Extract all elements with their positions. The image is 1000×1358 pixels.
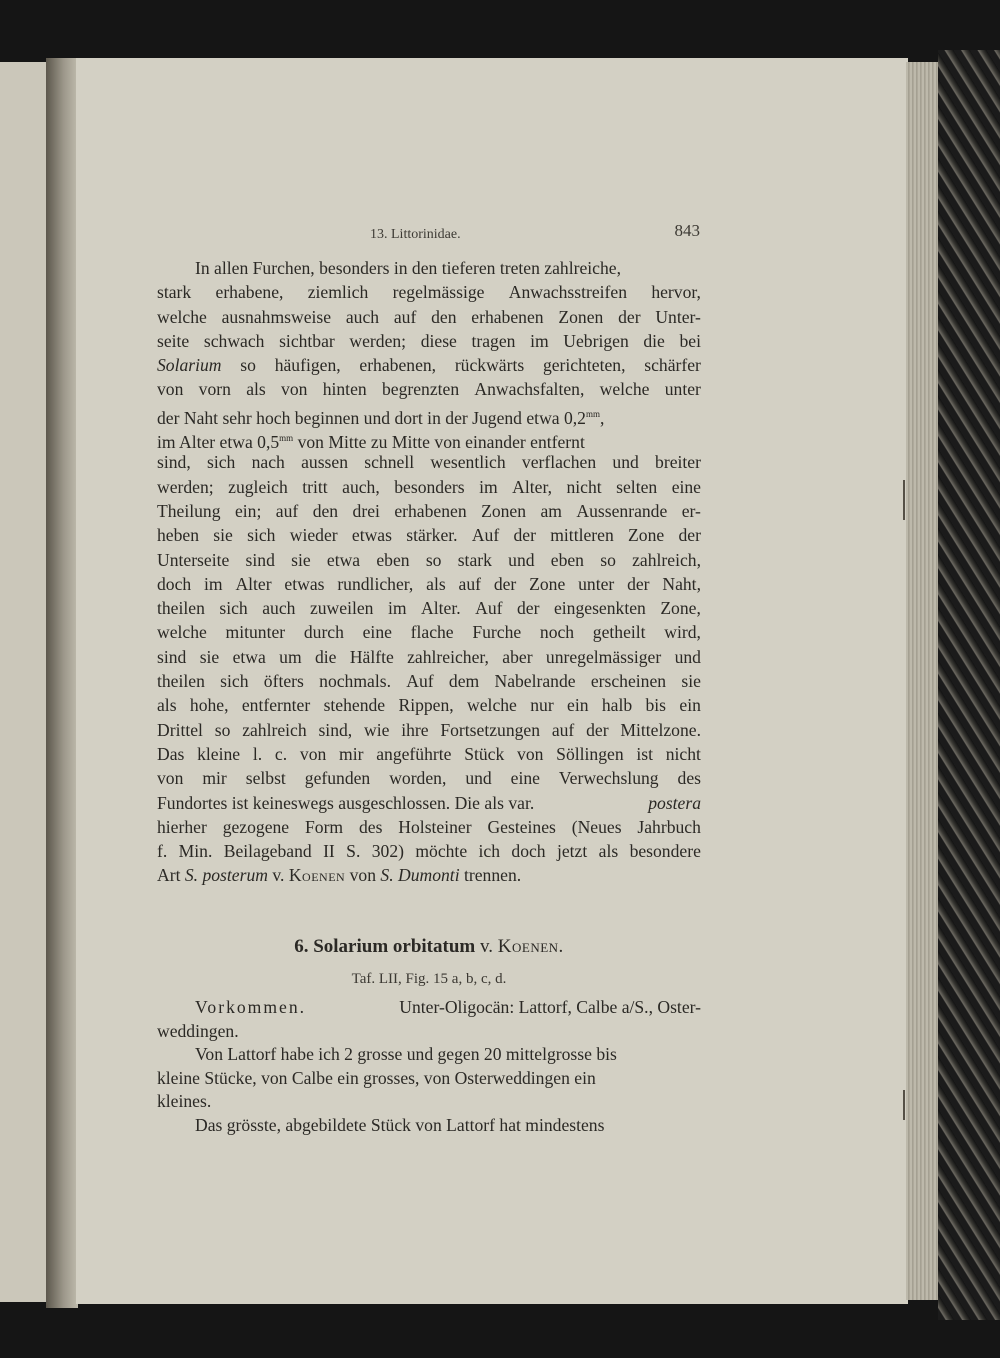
text-line: heben sie sich wieder etwas stärker. Auf der mittleren Zone der bbox=[157, 525, 701, 546]
body-text bbox=[157, 256, 701, 888]
author-prefix: v. bbox=[479, 936, 494, 957]
species-name: Solarium orbitatum bbox=[313, 936, 476, 957]
text-line: weddingen. bbox=[157, 1020, 239, 1041]
text-line: In allen Furchen, besonders in den tieferen treten zahlreiche, bbox=[195, 258, 621, 278]
text-line: Das kleine l. c. von mir angeführte Stück von Söllingen ist nicht bbox=[157, 743, 701, 764]
book-gutter bbox=[46, 58, 78, 1308]
species-heading bbox=[157, 936, 701, 958]
text-line: Das grösste, abgebildete Stück von Lattorf hat mindestens bbox=[195, 1114, 605, 1135]
plate-reference: Taf. LII, Fig. 15 a, b, c, d. bbox=[351, 971, 507, 987]
text-line: kleines. bbox=[157, 1091, 212, 1112]
text-line: von mir selbst gefunden worden, und eine Verwechslung des bbox=[157, 768, 701, 789]
text-line: f. Min. Beilageband II S. 302) möchte ich doch jetzt als besondere bbox=[157, 841, 701, 862]
margin-mark bbox=[903, 480, 905, 520]
occurrence-label: Vorkommen. bbox=[195, 997, 307, 1017]
text-line: welche mitunter durch eine flache Furche noch getheilt wird, bbox=[157, 622, 701, 643]
text-line: Solarium so häufigen, erhabenen, rückwärts gerichteten, schärfer bbox=[157, 355, 701, 376]
text-line: Unterseite sind sie etwa eben so stark und eben so zahlreich, bbox=[157, 549, 701, 570]
text-line: von vorn als von hinten begrenzten Anwachsfalten, welche unter bbox=[157, 379, 701, 400]
text-line: welche ausnahmsweise auch auf den erhabenen Zonen der Unter- bbox=[157, 306, 701, 327]
text-line: theilen sich öfters nochmals. Auf dem Nabelrande erscheinen sie bbox=[157, 671, 701, 692]
page-edges bbox=[906, 62, 938, 1300]
text-line: kleine Stücke, von Calbe ein grosses, von Osterweddingen ein bbox=[157, 1067, 596, 1088]
text-line: der Naht sehr hoch beginnen und dort in der Jugend etwa $0,2^{mm}$, bbox=[157, 407, 605, 428]
text-line: seite schwach sichtbar werden; diese tragen im Uebrigen die bei bbox=[157, 330, 701, 351]
species-number: 6. bbox=[294, 936, 309, 957]
text-line: Von Lattorf habe ich 2 grosse und gegen 20 mittelgrosse bis bbox=[195, 1044, 617, 1065]
margin-mark bbox=[903, 1090, 905, 1120]
text-line: hierher gezogene Form des Holsteiner Gesteines (Neues Jahrbuch bbox=[157, 816, 701, 837]
running-header bbox=[370, 221, 700, 247]
text-line: theilen sich auch zuweilen im Alter. Auf der eingesenkten Zone, bbox=[157, 598, 701, 619]
page-number: 843 bbox=[674, 221, 700, 240]
species-author: Koenen. bbox=[497, 936, 564, 957]
species-text bbox=[157, 996, 701, 1138]
text-line: Fundortes ist keineswegs ausgeschlossen. Die als var. postera bbox=[157, 792, 701, 813]
section-title: 13. Littorinidae. bbox=[370, 227, 461, 242]
text-line: stark erhabene, ziemlich regelmässige Anwachsstreifen hervor, bbox=[157, 282, 701, 303]
text-line: Art S. posterum v. Koenen von S. Dumonti trennen. bbox=[157, 865, 522, 886]
left-page-edge bbox=[0, 62, 48, 1302]
text-line: doch im Alter etwas rundlicher, als auf der Zone unter der Naht, bbox=[157, 573, 701, 594]
book-cover-marbled bbox=[938, 50, 1000, 1320]
text-line: Vorkommen. Unter-Oligocän: Lattorf, Calbe a/S., Oster- bbox=[157, 996, 701, 1020]
text-line: werden; zugleich tritt auch, besonders im Alter, nicht selten eine bbox=[157, 476, 701, 497]
text-line: im Alter etwa $0,5^{mm}$ von Mitte zu Mitte von einander entfernt bbox=[157, 431, 585, 452]
text-line: als hohe, entfernter stehende Rippen, welche nur ein halb bis ein bbox=[157, 695, 701, 716]
text-line: Drittel so zahlreich sind, wie ihre Fortsetzungen auf der Mittelzone. bbox=[157, 719, 701, 740]
text-line: sind, sich nach aussen schnell wesentlich verflachen und breiter bbox=[157, 452, 701, 473]
text-line: sind sie etwa um die Hälfte zahlreicher, aber unregelmässiger und bbox=[157, 646, 701, 667]
text-line: Theilung ein; auf den drei erhabenen Zonen am Aussenrande er- bbox=[157, 500, 701, 521]
